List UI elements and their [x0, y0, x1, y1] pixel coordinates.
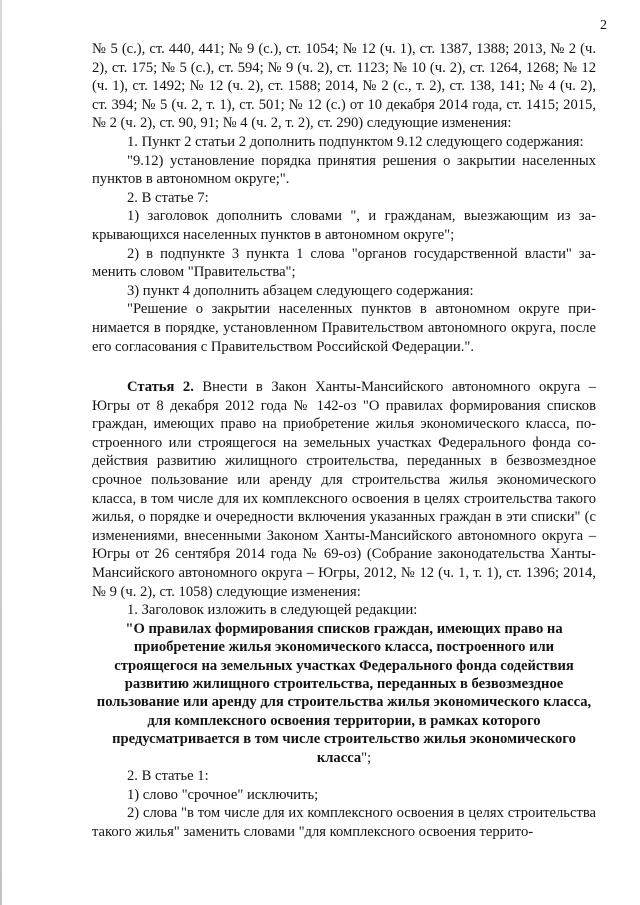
- new-title-closing: ";: [361, 749, 372, 766]
- scan-edge: [0, 0, 2, 905]
- paragraph-subitem-3: 3) пункт 4 дополнить абзацем следующего содержания:: [127, 282, 474, 299]
- paragraph-publication-list: № 5 (с.), ст. 440, 441; № 9 (с.), ст. 1054; № 12 (ч. 1), ст. 1387, 1388; 2013, № 2 (ч. 2), ст. 175; № 5 (с.), ст. 594; № 9 (ч. 2), ст. 1123; № 10 (ч. 2), ст. 1264, 1268; № 12 (ч. 1), ст. 1492; № 12 (ч. 2), ст. 1588; 2014, № 2 (с., т. 2), ст. 138, 141; № 4 (ч. 2), ст. 394; № 5 (ч. 2, т. 1), ст. 501; № 12 (с.) от 10 декабря 2014 года, ст. 1415; 2015, № 2 (ч. 2), ст. 90, 91; № 4 (ч. 2, т. 2), ст. 290) следующие изменения:: [92, 41, 596, 132]
- article-2-heading: Статья 2.: [127, 379, 194, 396]
- paragraph-item-2: 2. В статье 7:: [127, 189, 209, 206]
- paragraph-subitem-2: 2) в подпункте 3 пункта 1 слова "органов государственной власти" заменить словом "Правительства";: [92, 245, 596, 281]
- paragraph-title-change: 1. Заголовок изложить в следующей редакции:: [127, 602, 418, 619]
- paragraph-item-1: 1. Пункт 2 статьи 2 дополнить подпунктом 9.12 следующего содержания:: [127, 133, 584, 150]
- article-2-text: Внести в Закон Ханты-Мансийского автономного округа – Югры от 8 декабря 2012 года № 142-оз "О правилах формирования списков граждан, имеющих право на приобретение жилья экономического класса, построенного или строящегося на земельных участках Федерального фонда содействия развитию жилищного строительства, переданных в безвозмездное срочное пользование или аренду для строительства жилья экономического класса, в том числе для их комплексного освоения в целях строительства такого жилья, о порядке и очередности включения указанных граждан в эти списки" (с изменениями, внесенными Законом Ханты-Мансийского автономного округа – Югры от 26 сентября 2014 года № 69-оз) (Собрание законодательства Ханты-Мансийского автономного округа – Югры, 2012, № 12 (ч. 1, т. 1), ст. 1396; 2014, № 9 (ч. 2), ст. 1058) следующие изменения:: [92, 379, 596, 600]
- spacer: [92, 356, 596, 378]
- paragraph-subitem-1: 1) заголовок дополнить словами ", и гражданам, выезжающим из закрывающихся населенных пунктов в автономном округе";: [92, 208, 596, 243]
- new-title-text: "О правилах формирования списков граждан, имеющих право на приобретение жилья экономического класса, построенного или строящегося на земельных участках Федерального фонда содействия развитию жилищного строительства, переданных в безвозмездное пользование или аренду для строительства жилья экономического класса, для комплексного освоения территории, в рамках которого предусматривается в том числе строительство жилья экономического класса: [96, 620, 592, 766]
- paragraph-quote-9-12: "9.12) установление порядка принятия решения о закрытии населенных пунктов в автономном округе;".: [92, 152, 596, 188]
- paragraph-subitem-replace: 2) слова "в том числе для их комплексного освоения в целях строительства такого жилья" заменить словами "для комплексного освоения террито-: [92, 805, 596, 840]
- new-title-block: [96, 620, 592, 767]
- paragraph-subitem-srochnoe: 1) слово "срочное" исключить;: [127, 786, 319, 803]
- article-2-paragraph: [92, 378, 596, 601]
- paragraph-article-1-change: 2. В статье 1:: [127, 768, 209, 785]
- document-body: [92, 40, 596, 841]
- page-number: 2: [600, 18, 607, 33]
- paragraph-quote-decision: "Решение о закрытии населенных пунктов в автономном округе принимается в порядке, установленном Правительством автономного округа, после его согласования с Правительством Российской Федерации.".: [92, 301, 596, 355]
